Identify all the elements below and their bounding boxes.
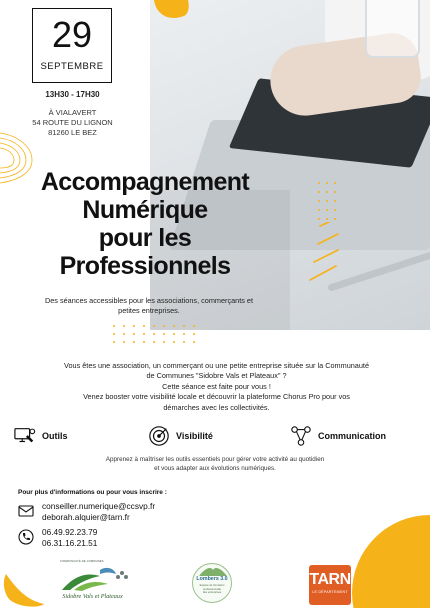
decorative-dot bbox=[133, 341, 135, 343]
description-line: Cette séance est faite pour vous ! bbox=[162, 381, 271, 391]
decorative-dot bbox=[123, 325, 125, 327]
email-link[interactable]: deborah.alquier@tarn.fr bbox=[42, 512, 130, 522]
decorative-dot bbox=[326, 191, 328, 193]
decorative-dot bbox=[133, 333, 135, 335]
features-row bbox=[0, 425, 430, 451]
cc-logo-mark bbox=[60, 564, 130, 594]
address-line: 81260 LE BEZ bbox=[48, 128, 97, 137]
decorative-dot bbox=[326, 200, 328, 202]
dot-grid-center bbox=[113, 325, 195, 343]
decorative-dot bbox=[318, 200, 320, 202]
event-time: 13H30 - 17H30 bbox=[45, 90, 100, 99]
tarn-logo-sub: LE DÉPARTEMENT bbox=[312, 590, 348, 594]
decorative-dot bbox=[193, 341, 195, 343]
cc-logo-top-text: COMMUNAUTÉ DE COMMUNES bbox=[60, 560, 104, 563]
learn-line: Apprenez à maîtriser les outils essentiels pour gérer votre activité au quotidien bbox=[105, 456, 325, 463]
decorative-dot bbox=[153, 325, 155, 327]
feature-communication bbox=[290, 425, 386, 447]
description-line: Vous êtes une association, un commerçant ou une petite entreprise située sur la Communauté bbox=[63, 361, 370, 370]
yellow-blob-top bbox=[150, 0, 190, 30]
decorative-dot bbox=[173, 325, 175, 327]
decorative-dot bbox=[163, 325, 165, 327]
lombers-logo-sub: professionnelle bbox=[202, 587, 222, 591]
title-line: Accompagnement bbox=[40, 168, 250, 196]
lombers-logo-sub: Espace de formation bbox=[199, 584, 225, 587]
email-link[interactable]: conseiller.numerique@ccsvp.fr bbox=[42, 501, 156, 511]
description-line: démarches avec les collectivités. bbox=[163, 402, 270, 412]
cc-logo-tagline: Sidobre Vals et Plateaux bbox=[62, 593, 123, 600]
event-month: SEPTEMBRE bbox=[40, 61, 104, 72]
decorative-dot bbox=[113, 341, 115, 343]
decorative-dot bbox=[163, 341, 165, 343]
decorative-dot bbox=[153, 333, 155, 335]
lombers-logo bbox=[192, 563, 232, 603]
decorative-dot bbox=[334, 200, 336, 202]
feature-label: Visibilité bbox=[176, 431, 213, 441]
lombers-logo-sub: des entreprises bbox=[202, 591, 222, 594]
title-line: pour les bbox=[98, 224, 192, 252]
learn-text bbox=[60, 455, 370, 473]
event-day: 29 bbox=[51, 14, 93, 55]
decorative-dot bbox=[163, 333, 165, 335]
decorative-dot bbox=[123, 341, 125, 343]
yellow-lines-right bbox=[300, 222, 340, 292]
title-line: Professionnels bbox=[59, 252, 231, 280]
decorative-dot bbox=[318, 191, 320, 193]
yellow-swoosh-bottom-left bbox=[0, 570, 50, 608]
feature-outils bbox=[14, 425, 68, 447]
laptop-photo bbox=[150, 0, 430, 330]
lombers-logo-mark bbox=[199, 566, 227, 576]
computer-tools-icon bbox=[14, 425, 36, 447]
decorative-dot bbox=[193, 325, 195, 327]
decorative-dot bbox=[326, 218, 328, 220]
event-address bbox=[0, 108, 145, 138]
title-line: Numérique bbox=[82, 196, 208, 224]
feature-label: Communication bbox=[318, 431, 387, 441]
envelope-icon bbox=[18, 503, 34, 519]
tarn-logo bbox=[309, 565, 351, 605]
decorative-dot bbox=[334, 209, 336, 211]
decorative-dot bbox=[113, 325, 115, 327]
decorative-dot bbox=[173, 333, 175, 335]
phone-link[interactable]: 06.31.16.21.51 bbox=[42, 538, 98, 548]
description-line: Venez booster votre visibilité locale et découvrir la plateforme Chorus Pro pour vos bbox=[83, 392, 350, 402]
feature-label: Outils bbox=[42, 431, 68, 441]
description bbox=[34, 361, 399, 413]
decorative-dot bbox=[143, 341, 145, 343]
decorative-dot bbox=[143, 325, 145, 327]
page-title bbox=[0, 168, 290, 280]
subtitle-line: Des séances accessibles pour les associations, commerçants et bbox=[44, 296, 254, 305]
decorative-dot bbox=[183, 333, 185, 335]
lombers-logo-title: Lombers 3.0 bbox=[196, 576, 228, 582]
decorative-dot bbox=[143, 333, 145, 335]
decorative-dot bbox=[334, 218, 336, 220]
decorative-dot bbox=[326, 182, 328, 184]
decorative-dot bbox=[133, 325, 135, 327]
decorative-dot bbox=[173, 341, 175, 343]
decorative-dot bbox=[183, 325, 185, 327]
decorative-dot bbox=[326, 209, 328, 211]
phone-link[interactable]: 06.49.92.23.79 bbox=[42, 527, 98, 537]
description-line: de Communes "Sidobre Vals et Plateaux" ? bbox=[146, 371, 287, 381]
target-visibility-icon bbox=[148, 425, 170, 447]
decorative-dot bbox=[334, 191, 336, 193]
decorative-dot bbox=[123, 333, 125, 335]
decorative-dot bbox=[318, 209, 320, 211]
communication-network-icon bbox=[290, 425, 312, 447]
subtitle bbox=[14, 296, 284, 316]
dot-grid-right bbox=[318, 182, 336, 220]
address-line: À VIALAVERT bbox=[48, 108, 97, 117]
decorative-dot bbox=[113, 333, 115, 335]
contact-email-row bbox=[18, 501, 155, 523]
communaute-communes-logo bbox=[50, 560, 135, 604]
yellow-circle-right bbox=[352, 515, 430, 608]
decorative-dot bbox=[334, 182, 336, 184]
decorative-dot bbox=[318, 218, 320, 220]
date-box bbox=[32, 8, 112, 83]
feature-visibilite bbox=[148, 425, 213, 447]
learn-line: et vous adapter aux évolutions numériques. bbox=[154, 465, 276, 472]
subtitle-line: petites entreprises. bbox=[118, 306, 180, 315]
decorative-dot bbox=[318, 182, 320, 184]
tarn-logo-word: TARN bbox=[309, 571, 351, 588]
contact-heading: Pour plus d'informations ou pour vous inscrire : bbox=[18, 489, 167, 496]
decorative-dot bbox=[193, 333, 195, 335]
contact-phone-row bbox=[18, 527, 97, 549]
decorative-dot bbox=[153, 341, 155, 343]
decorative-dot bbox=[183, 341, 185, 343]
phone-icon bbox=[18, 529, 34, 545]
address-line: 54 ROUTE DU LIGNON bbox=[32, 118, 113, 127]
